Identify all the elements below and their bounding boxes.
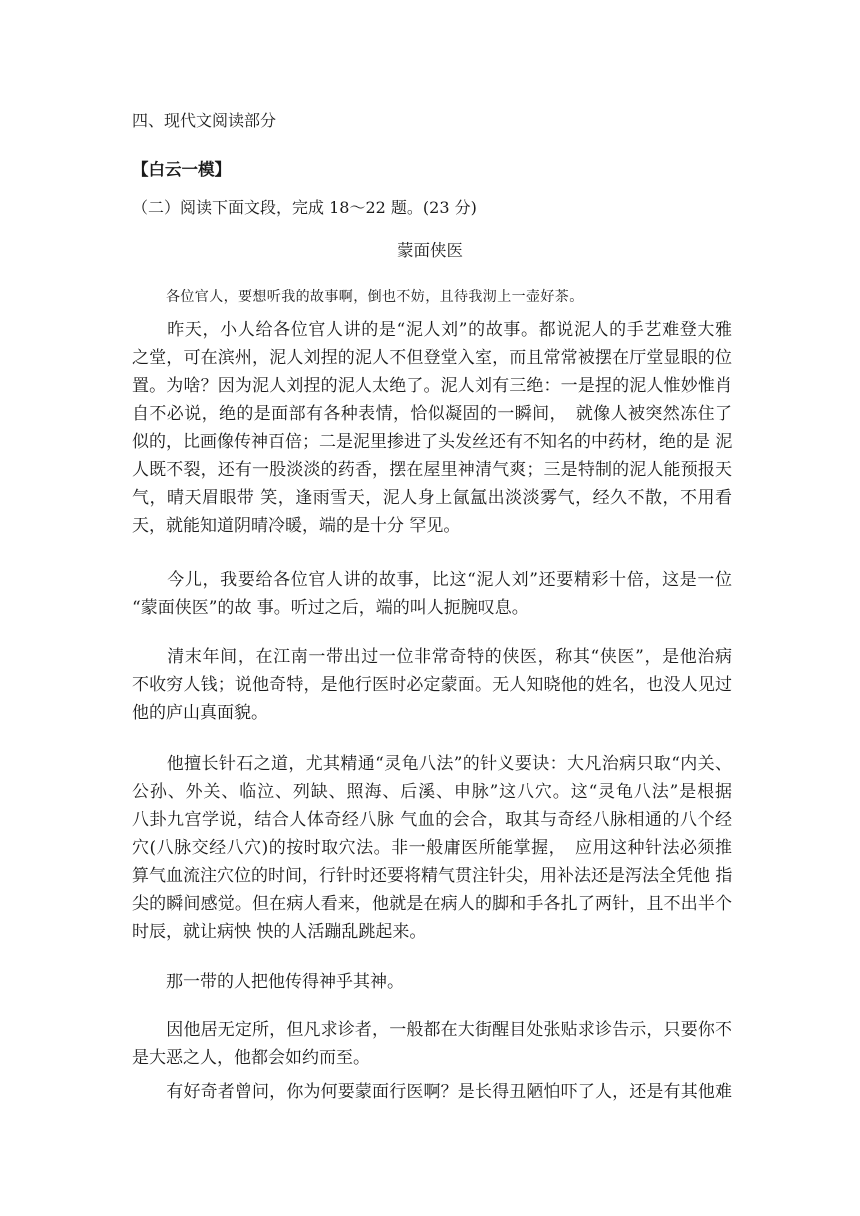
paragraph-line: 他的庐山真面貌。 <box>132 703 268 723</box>
paragraph-line: 穴(八脉交经八穴)的按时取穴法。非一般庸医所能掌握， 应用这种针法必须推 <box>132 838 732 858</box>
paragraph-7 <box>132 1078 732 1106</box>
paragraph-4 <box>132 750 732 946</box>
paragraph-line: 自不必说，绝的是面部有各种表情，恰似凝固的一瞬间， 就像人被突然冻住了 <box>132 404 732 424</box>
paragraph-line: 似的，比画像传神百倍；二是泥里掺进了头发丝还有不知名的中药材，绝的是 泥 <box>132 432 733 452</box>
paragraph-line: 有好奇者曾问，你为何要蒙面行医啊？是长得丑陋怕吓了人，还是有其他难 <box>132 1082 732 1102</box>
paragraph-line: 他擅长针石之道，尤其精通“灵龟八法”的针义要诀：大凡治病只取“内关、 <box>132 754 732 774</box>
paragraph-line: 时辰，就让病怏 怏的人活蹦乱跳起来。 <box>132 922 427 942</box>
question-instruction: （二）阅读下面文段，完成 18～22 题。(23 分) <box>132 198 477 217</box>
paragraph-line: 天，就能知道阴晴冷暖，端的是十分 罕见。 <box>132 516 461 536</box>
paragraph-line: 尖的瞬间感觉。但在病人看来，他就是在病人的脚和手各扎了两针，且不出半个 <box>132 894 732 914</box>
paragraph-line: 昨天，小人给各位官人讲的是“泥人刘”的故事。都说泥人的手艺难登大雅 <box>132 320 732 340</box>
paragraph-line: 八卦九宫学说，结合人体奇经八脉 气血的会合，取其与奇经八脉相通的八个经 <box>132 810 732 830</box>
paragraph-2 <box>132 566 732 622</box>
paragraph-line: 置。为啥？因为泥人刘捏的泥人太绝了。泥人刘有三绝：一是捏的泥人惟妙惟肖 <box>132 376 732 396</box>
paragraph-line: 不收穷人钱；说他奇特，是他行医时必定蒙面。无人知晓他的姓名，也没人见过 <box>132 675 732 695</box>
paragraph-line: 算气血流注穴位的时间，行针时还要将精气贯注针尖，用补法还是泻法全凭他 指 <box>132 866 733 886</box>
paragraph-line: 之堂，可在滨州，泥人刘捏的泥人不但登堂入室，而且常常被摆在厅堂显眼的位 <box>132 348 732 368</box>
source-label: 【白云一模】 <box>132 160 231 179</box>
paragraph-line: “蒙面侠医”的故 事。听过之后，端的叫人扼腕叹息。 <box>132 598 529 618</box>
paragraph-line: 因他居无定所，但凡求诊者，一般都在大街醒目处张贴求诊告示，只要你不 <box>132 1020 732 1040</box>
section-heading: 四、现代文阅读部分 <box>132 111 277 130</box>
paragraph-line: 公孙、外关、临泣、列缺、照海、后溪、申脉”这八穴。这“灵龟八法”是根据 <box>132 782 732 802</box>
paragraph-line: 今儿，我要给各位官人讲的故事，比这“泥人刘”还要精彩十倍，这是一位 <box>132 570 732 590</box>
paragraph-line: 是大恶之人，他都会如约而至。 <box>132 1048 370 1068</box>
paragraph-line: 气，晴天眉眼带 笑，逢雨雪天，泥人身上氤氲出淡淡雾气，经久不散，不用看 <box>132 488 732 508</box>
paragraph-line: 人既不裂，还有一股淡淡的药香，摆在屋里神清气爽；三是特制的泥人能预报天 <box>132 460 732 480</box>
paragraph-line: 那一带的人把他传得神乎其神。 <box>132 972 404 992</box>
intro-line: 各位官人，要想听我的故事啊，倒也不妨，且待我沏上一壶好茶。 <box>166 289 584 305</box>
paragraph-1 <box>132 316 732 540</box>
paragraph-line: 清末年间，在江南一带出过一位非常奇特的侠医，称其“侠医”，是他治病 <box>132 647 732 667</box>
paragraph-6 <box>132 1016 732 1072</box>
story-title: 蒙面侠医 <box>397 241 463 260</box>
paragraph-3 <box>132 643 732 727</box>
paragraph-5 <box>132 968 732 996</box>
